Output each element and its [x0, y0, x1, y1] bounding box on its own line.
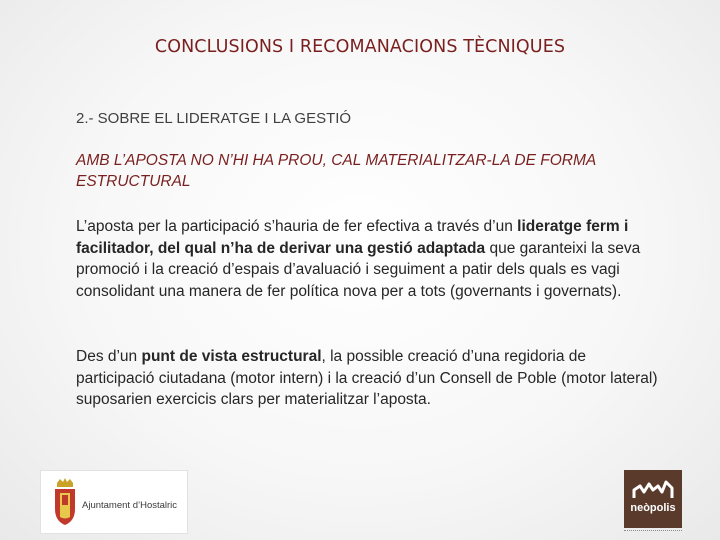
- paragraph-text: que garanteixi la seva promoció i la creació d’espais d’avaluació i seguiment a patir dels quals es vagi consolidant una manera de fer política nova per a tots (governants i governats).: [76, 239, 641, 300]
- slide-title: CONCLUSIONS I RECOMANACIONS TÈCNIQUES: [154, 37, 566, 57]
- skyline-icon: [632, 480, 674, 500]
- paragraph-text: L’aposta per la participació s’hauria de fer efectiva a través d’un: [76, 218, 518, 235]
- neopolis-logo-text: neòpolis: [630, 502, 676, 514]
- section-subtitle: 2.- SOBRE EL LIDERATGE I LA GESTIÓ: [76, 110, 352, 127]
- paragraph-bold-text: lideratge ferm i facilitador, del qual n’ha de derivar una gestió adaptada: [76, 218, 629, 257]
- coat-of-arms-icon: [51, 477, 79, 527]
- hostalric-logo: [40, 470, 188, 534]
- paragraph-bold-text: punt de vista estructural: [141, 348, 322, 365]
- emphasis-statement: AMB L’APOSTA NO N’HI HA PROU, CAL MATERIALITZAR-LA DE FORMA ESTRUCTURAL: [76, 152, 596, 190]
- paragraph-structural: [76, 346, 666, 411]
- paragraph-leadership: [76, 216, 666, 302]
- divider: [624, 530, 682, 533]
- hostalric-logo-text: Ajuntament d’Hostalric: [82, 500, 178, 511]
- paragraph-text: Des d’un: [76, 348, 142, 365]
- paragraph-text: , la possible creació d’una regidoria de participació ciutadana (motor intern) i la creació d’un Consell de Poble (motor lateral) suposarien exercicis clars per materialitzar l’aposta.: [76, 348, 658, 408]
- neopolis-logo: [624, 470, 682, 528]
